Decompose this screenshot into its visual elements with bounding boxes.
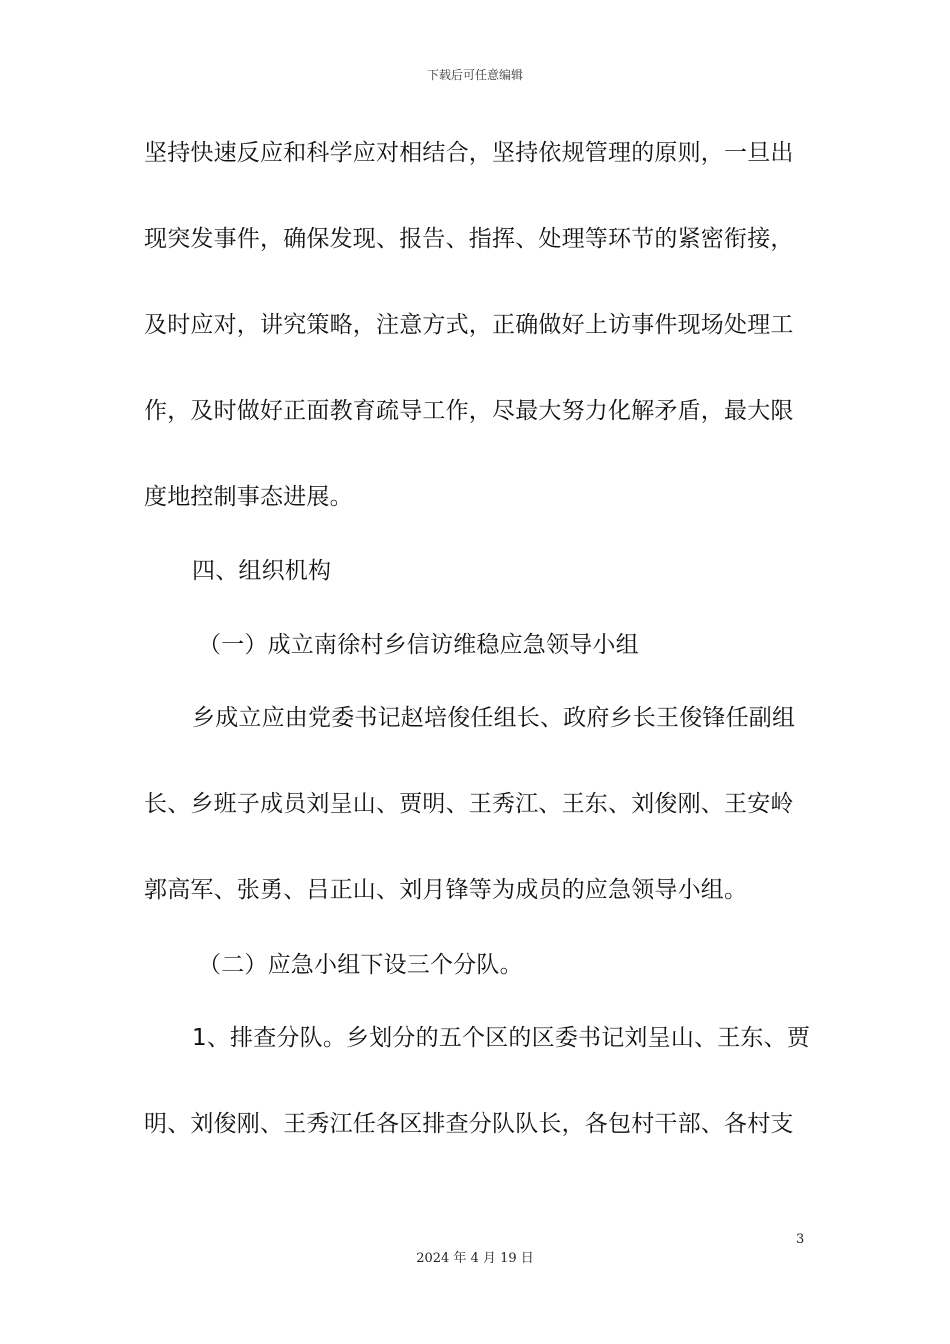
page-header: 下载后可任意编辑: [426, 68, 523, 82]
page-footer-date: 2024 年 4 月 19 日: [416, 1251, 534, 1266]
body-line-4: 作，及时做好正面教育疏导工作，尽最大努力化解矛盾，最大限: [144, 398, 794, 424]
section-heading: 四、组织机构: [192, 558, 332, 584]
body-line-5: 度地控制事态进展。: [144, 484, 353, 510]
subsection-heading-2: （二）应急小组下设三个分队。: [198, 952, 523, 978]
body-line-13: 明、刘俊刚、王秀江任各区排查分队队长，各包村干部、各村支: [144, 1111, 794, 1137]
body-line-1: 坚持快速反应和科学应对相结合，坚持依规管理的原则，一旦出: [144, 140, 794, 166]
body-line-2: 现突发事件，确保发现、报告、指挥、处理等环节的紧密衔接，: [144, 226, 794, 252]
page-number: 3: [796, 1232, 805, 1247]
body-line-10: 郭高军、张勇、吕正山、刘月锋等为成员的应急领导小组。: [144, 877, 748, 903]
body-line-12: 1、排查分队。乡划分的五个区的区委书记刘呈山、王东、贾: [192, 1025, 811, 1051]
subsection-heading-1: （一）成立南徐村乡信访维稳应急领导小组: [198, 632, 639, 658]
body-line-3: 及时应对，讲究策略，注意方式，正确做好上访事件现场处理工: [144, 312, 794, 338]
body-line-8: 乡成立应由党委书记赵培俊任组长、政府乡长王俊锋任副组: [192, 705, 796, 731]
body-line-9: 长、乡班子成员刘呈山、贾明、王秀江、王东、刘俊刚、王安岭: [144, 791, 794, 817]
